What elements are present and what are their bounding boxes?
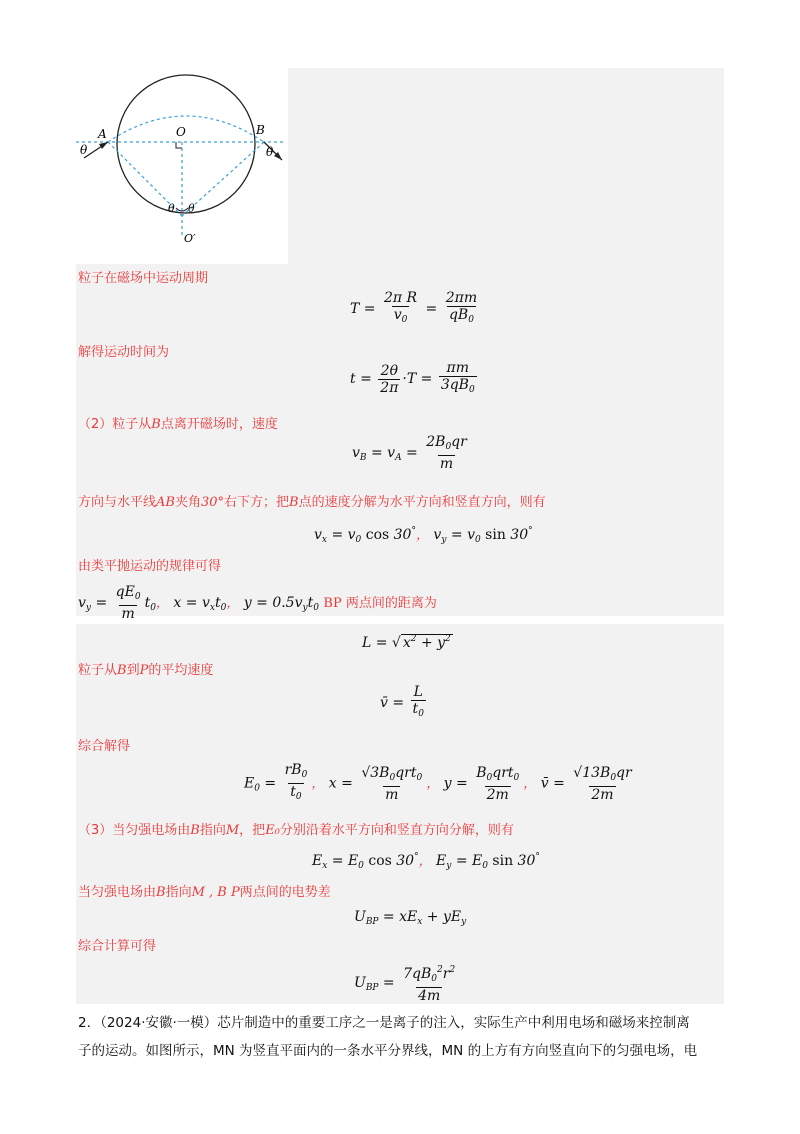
arrow-a-icon (99, 142, 108, 149)
formula-projectile: $v_y$ = $\frac{qE_0}{m}$ $t_0$， $x = v_xt_0$， $y = 0.5v_yt_0$ BP 两点间的距离为 (78, 584, 437, 622)
text-line-final: 综合计算可得 (78, 939, 157, 954)
arc-trajectory (108, 116, 264, 142)
text-line-potential: 当匀强电场由B指向M , B P两点间的电势差 (78, 885, 331, 900)
formula-field-components: $E_x = E_0$ cos 30°， $E_y = E_0$ sin 30° (312, 852, 540, 871)
label-theta-b: θ (266, 145, 274, 159)
label-a: A (98, 127, 107, 141)
label-theta-a: θ (80, 143, 88, 157)
label-o: O (176, 125, 186, 139)
formula-final: $U_{BP}$ = $\frac{7qB_0^2r^2}{4m}$ (354, 965, 456, 1004)
field-circle (117, 75, 255, 213)
formula-vb: $v_B = v_A$ = $\frac{2B_0qr}{m}$ (352, 434, 467, 472)
text-line-time: 解得运动时间为 (78, 345, 170, 360)
text-line-average-velocity: 粒子从B到P的平均速度 (78, 663, 214, 678)
formula-time: t = $\frac{2\theta}{2\pi}$ ·T = $\frac{\pi m}{3qB_0}$ (350, 360, 479, 398)
right-angle-mark (176, 142, 182, 148)
problem2-line2: 子的运动。如图所示，MN 为竖直平面内的一条水平分界线，MN 的上方有方向竖直向下的匀强电场，电 (78, 1043, 698, 1059)
text-line-part2: （2）粒子从B点离开磁场时，速度 (78, 417, 278, 432)
solution-panel-2 (76, 624, 724, 1004)
circle-trajectory-diagram (76, 68, 288, 264)
text-line-period: 粒子在磁场中运动周期 (78, 271, 209, 286)
label-o-prime: O′ (184, 232, 196, 245)
formula-average-velocity: v̄ = $\frac{L}{t_0}$ (380, 684, 428, 722)
text-line-projectile: 由类平抛运动的规律可得 (78, 559, 222, 574)
text-line-combined: 综合解得 (78, 739, 131, 754)
magnetic-field-figure (76, 68, 288, 264)
formula-distance: L = √ $x^2 + y^2$ (362, 634, 451, 651)
formula-velocity-components: $v_x = v_0$ cos 30°， $v_y = v_0$ sin 30° (314, 526, 533, 545)
problem2-line1: 2．（2024·安徽·一模）芯片制造中的重要工序之一是离子的注入，实际生产中利用电场和磁场来控制离 (78, 1015, 690, 1031)
text-line-part3: （3）当匀强电场由B指向M，把E₀分别沿着水平方向和竖直方向分解，则有 (78, 823, 514, 838)
text-line-direction: 方向与水平线AB夹角30°右下方；把B点的速度分解为水平方向和竖直方向，则有 (78, 495, 546, 510)
formula-potential: $U_{BP} = xE_x + yE_y$ (354, 909, 467, 927)
formula-period: T = $\frac{\text{2π R}}{v_0}$ = $\frac{2\pi m}{qB_0}$ (350, 290, 481, 328)
label-theta-bottom-right: θ (188, 202, 195, 215)
label-theta-bottom-left: θ (168, 202, 175, 215)
formula-combined-results: $E_0$ = $\frac{rB_0}{t_0}$ ， x = $\frac{√3B_0qrt_0}{m}$ ， y = $\frac{B_0qrt_0}{2m}$ ， v̄ = $\frac{√13B_0qr}{2m}$ (244, 762, 636, 805)
label-b: B (256, 123, 265, 137)
